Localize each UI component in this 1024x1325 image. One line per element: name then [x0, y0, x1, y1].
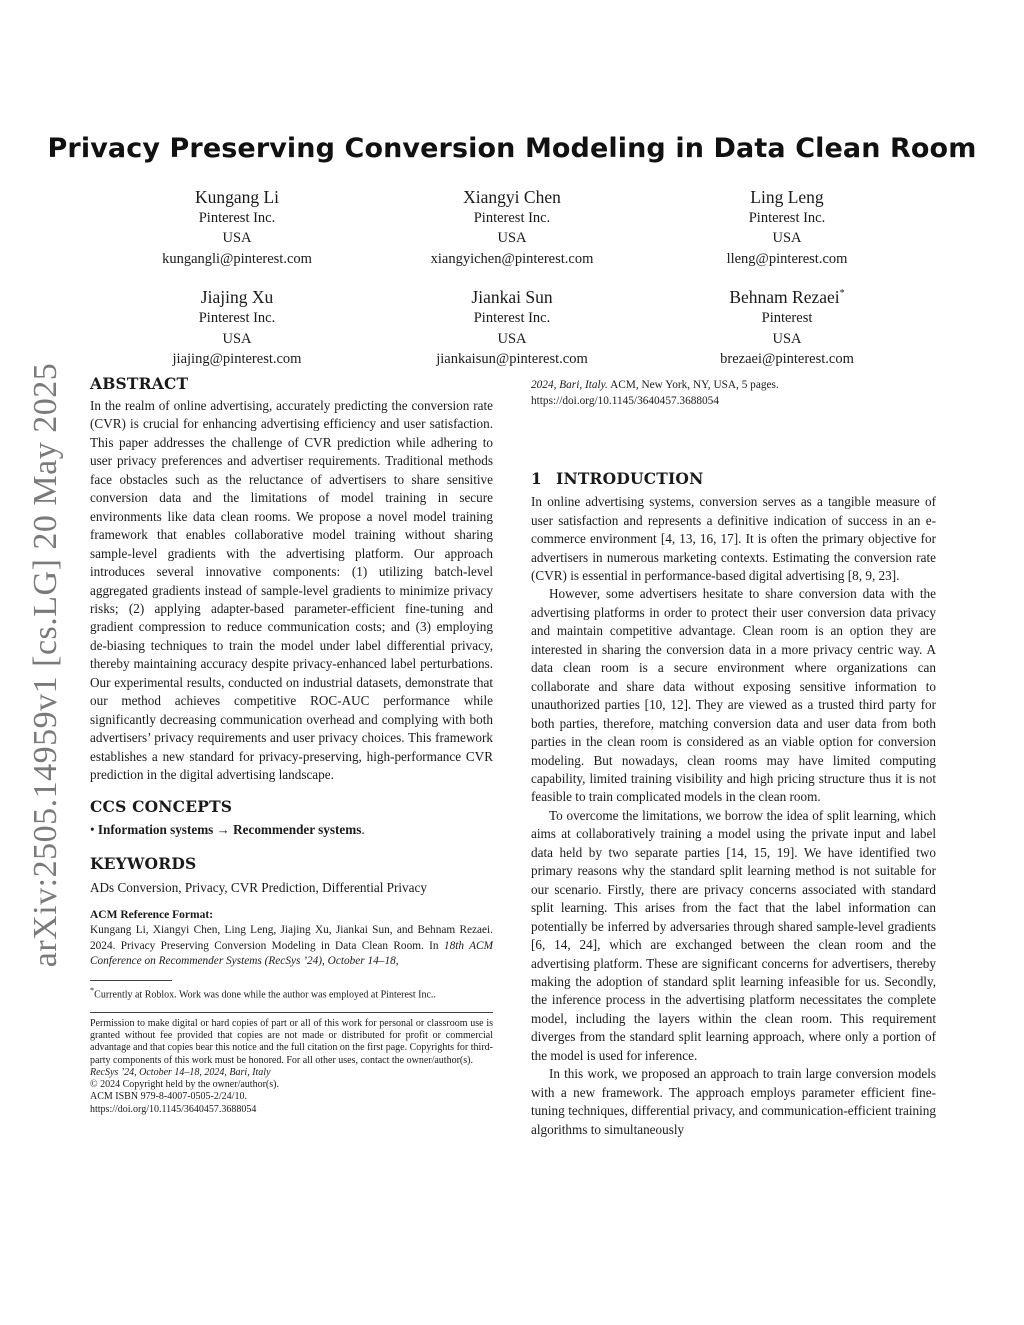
- author-country: USA: [772, 230, 802, 247]
- author-email[interactable]: brezaei@pinterest.com: [720, 351, 854, 368]
- ccs-concept: • Information systems → Recommender systems.: [90, 821, 365, 837]
- author-affiliation: Pinterest Inc.: [198, 209, 276, 226]
- author-card: [100, 283, 374, 369]
- permission-rule: [90, 1012, 493, 1013]
- intro-paragraph: In this work, we proposed an approach to train large conversion models with a new framework. The approach employs parameter efficient fine-tuning techniques, differential privacy, and communication-efficient training algorithms to simultaneously: [531, 1066, 936, 1137]
- author-email[interactable]: lleng@pinterest.com: [726, 250, 848, 267]
- author-affiliation: Pinterest Inc.: [748, 209, 826, 226]
- intro-paragraph: In online advertising systems, conversion serves as a tangible measure of user satisfaction and represents a definitive indication of success in an e-commerce environment [4, 13, 16, 17]. It is often the primary objective for advertisers in numerous marketing contexts. Estimating the conversion rate (CVR) is essential in performance-based digital advertising [8, 9, 23].: [531, 494, 936, 583]
- author-row: [100, 183, 924, 269]
- acm-reference-heading: ACM Reference Format:: [90, 908, 214, 921]
- section-number: 1: [531, 469, 542, 489]
- author-name: Jiajing Xu: [200, 287, 274, 308]
- acm-reference-text: Kungang Li, Xiangyi Chen, Ling Leng, Jiajing Xu, Jiankai Sun, and Behnam Rezaei. 2024. Privacy Preserving Conversion Modeling in Data Clean Room. In 18th ACM Conference on Recommender Systems (RecSys ’24), October 14–18,: [90, 923, 493, 968]
- section-title: INTRODUCTION: [556, 469, 704, 489]
- author-name: Xiangyi Chen: [463, 186, 561, 207]
- permission-notice: Permission to make digital or hard copies of part or all of this work for personal or classroom use is granted without fee provided that copies are not made or distributed for profit or commercial advantage and that copies bear this notice and the full citation on the first page. Copyrights for third-party components of this work must be honored. For all other uses, contact the owner/author(s).: [90, 1018, 493, 1066]
- author-email[interactable]: jiankaisun@pinterest.com: [436, 351, 588, 368]
- author-email[interactable]: kungangli@pinterest.com: [162, 250, 312, 267]
- bullet-icon: •: [90, 821, 95, 837]
- author-affiliation: Pinterest Inc.: [473, 310, 551, 327]
- right-column: [531, 378, 936, 1139]
- copyright-line: © 2024 Copyright held by the owner/author(s).: [90, 1079, 279, 1091]
- author-name: Behnam Rezaei*: [729, 287, 845, 308]
- doi-link[interactable]: https://doi.org/10.1145/3640457.3688054: [90, 1103, 257, 1115]
- author-card: [650, 283, 924, 369]
- author-card: [375, 283, 649, 369]
- author-affiliation: Pinterest Inc.: [473, 209, 551, 226]
- footnote-rule: [90, 980, 172, 981]
- acm-reference-continued: 2024, Bari, Italy. ACM, New York, NY, USA, 5 pages. https://doi.org/10.1145/3640457.3688054: [531, 379, 779, 407]
- author-card: [375, 183, 649, 269]
- paper-title: Privacy Preserving Conversion Modeling in Data Clean Room: [47, 133, 977, 164]
- abstract-text: In the realm of online advertising, accurately predicting the conversion rate (CVR) is crucial for enhancing advertising efficiency and user satisfaction. This paper addresses the challenge of CVR prediction while adhering to user privacy preferences and advertiser requirements. Traditional methods face obstacles such as the reluctance of advertisers to share sensitive conversion data and the limitations of model training in secure environments like data clean rooms. We propose a novel model training framework that enables collaborative model training without sharing sample-level gradients with the advertising platform. Our approach introduces several innovative components: (1) utilizing batch-level aggregated gradients instead of sample-level gradients to minimize privacy risks; (2) applying adapter-based parameter-efficient fine-tuning and gradient compression to reduce communication costs; and (3) employing de-biasing techniques to train the model under label differential privacy, thereby maintaining accuracy despite privacy-enhanced label perturbations. Our experimental results, conducted on industrial datasets, demonstrate that our method achieves competitive ROC-AUC performance while significantly decreasing communication overhead and complying with both advertisers’ privacy requirements and user privacy choices. This framework establishes a new standard for privacy-preserving, high-performance CVR prediction in the digital advertising landscape.: [90, 398, 493, 783]
- footnote: *Currently at Roblox. Work was done while the author was employed at Pinterest Inc..: [90, 985, 436, 1001]
- ccs-main: Information systems: [97, 821, 214, 837]
- author-name: Kungang Li: [194, 186, 280, 207]
- intro-paragraph: To overcome the limitations, we borrow the idea of split learning, which aims at collaboratively training a model using the private input and label data held by two separate parties [14, 15, 19]. We have identified two primary reasons why the standard split learning method is not suitable for our scenario. Firstly, there are privacy concerns associated with standard split learning. This arises from the fact that the label information can potentially be inferred by adversaries through shared sample-level gradients [6, 14, 24], which are exchanged between the clean room and the advertising platform. These are significant concerns for advertisers, thereby making the adoption of standard split learning infeasible for us. Secondly, the inference process in the advertising platform necessitates the complete model, including the layers within the clean room. This requirement diverges from the standard split learning approach, where only a portion of the model is used for inference.: [531, 807, 936, 1063]
- author-email[interactable]: jiajing@pinterest.com: [172, 351, 302, 368]
- arrow-icon: →: [216, 821, 230, 837]
- author-affiliation: Pinterest: [761, 310, 813, 327]
- author-card: [100, 183, 374, 269]
- introduction-heading: [531, 469, 936, 488]
- venue-line: RecSys ’24, October 14–18, 2024, Bari, Italy: [90, 1066, 271, 1078]
- keywords-text: ADs Conversion, Privacy, CVR Prediction, Differential Privacy: [90, 879, 427, 895]
- intro-paragraph: However, some advertisers hesitate to share conversion data with the advertising platforms in order to protect their user conversion data privacy and maintain competitive advantage. Clean room is an option they are interested in sharing the conversion data in a more privacy centric way. A data clean room is a secure environment where organizations can collaborate and share data without exposing sensitive information to unauthorized parties [10, 12]. They are viewed as a trusted third party for both parties, therefore, matching conversion data and user data from both parties in the clean room is considered as an viable option for conversion modeling. But nowadays, clean rooms may have limited computing capability, limited training visibility and high pricing structure thus it is not feasible to train complicated models in the clean room.: [531, 586, 936, 805]
- author-name: Jiankai Sun: [471, 287, 553, 308]
- arxiv-sidebar-stamp[interactable]: arXiv:2505.14959v1 [cs.LG] 20 May 2025: [27, 362, 64, 968]
- author-country: USA: [497, 330, 527, 347]
- author-block: [100, 183, 924, 384]
- left-column: [90, 374, 493, 1116]
- isbn-line: ACM ISBN 979-8-4007-0505-2/24/10.: [90, 1091, 247, 1103]
- author-card: [650, 183, 924, 269]
- author-affiliation: Pinterest Inc.: [198, 310, 276, 327]
- abstract-heading: ABSTRACT: [90, 374, 189, 393]
- author-country: USA: [497, 230, 527, 247]
- keywords-heading: KEYWORDS: [90, 853, 197, 873]
- author-email[interactable]: xiangyichen@pinterest.com: [430, 250, 594, 267]
- ccs-sub: Recommender systems: [233, 821, 362, 837]
- author-country: USA: [222, 230, 252, 247]
- author-country: USA: [772, 330, 802, 347]
- author-country: USA: [222, 330, 252, 347]
- ccs-heading: CCS CONCEPTS: [90, 796, 233, 816]
- author-row: [100, 283, 924, 369]
- author-name: Ling Leng: [750, 186, 824, 207]
